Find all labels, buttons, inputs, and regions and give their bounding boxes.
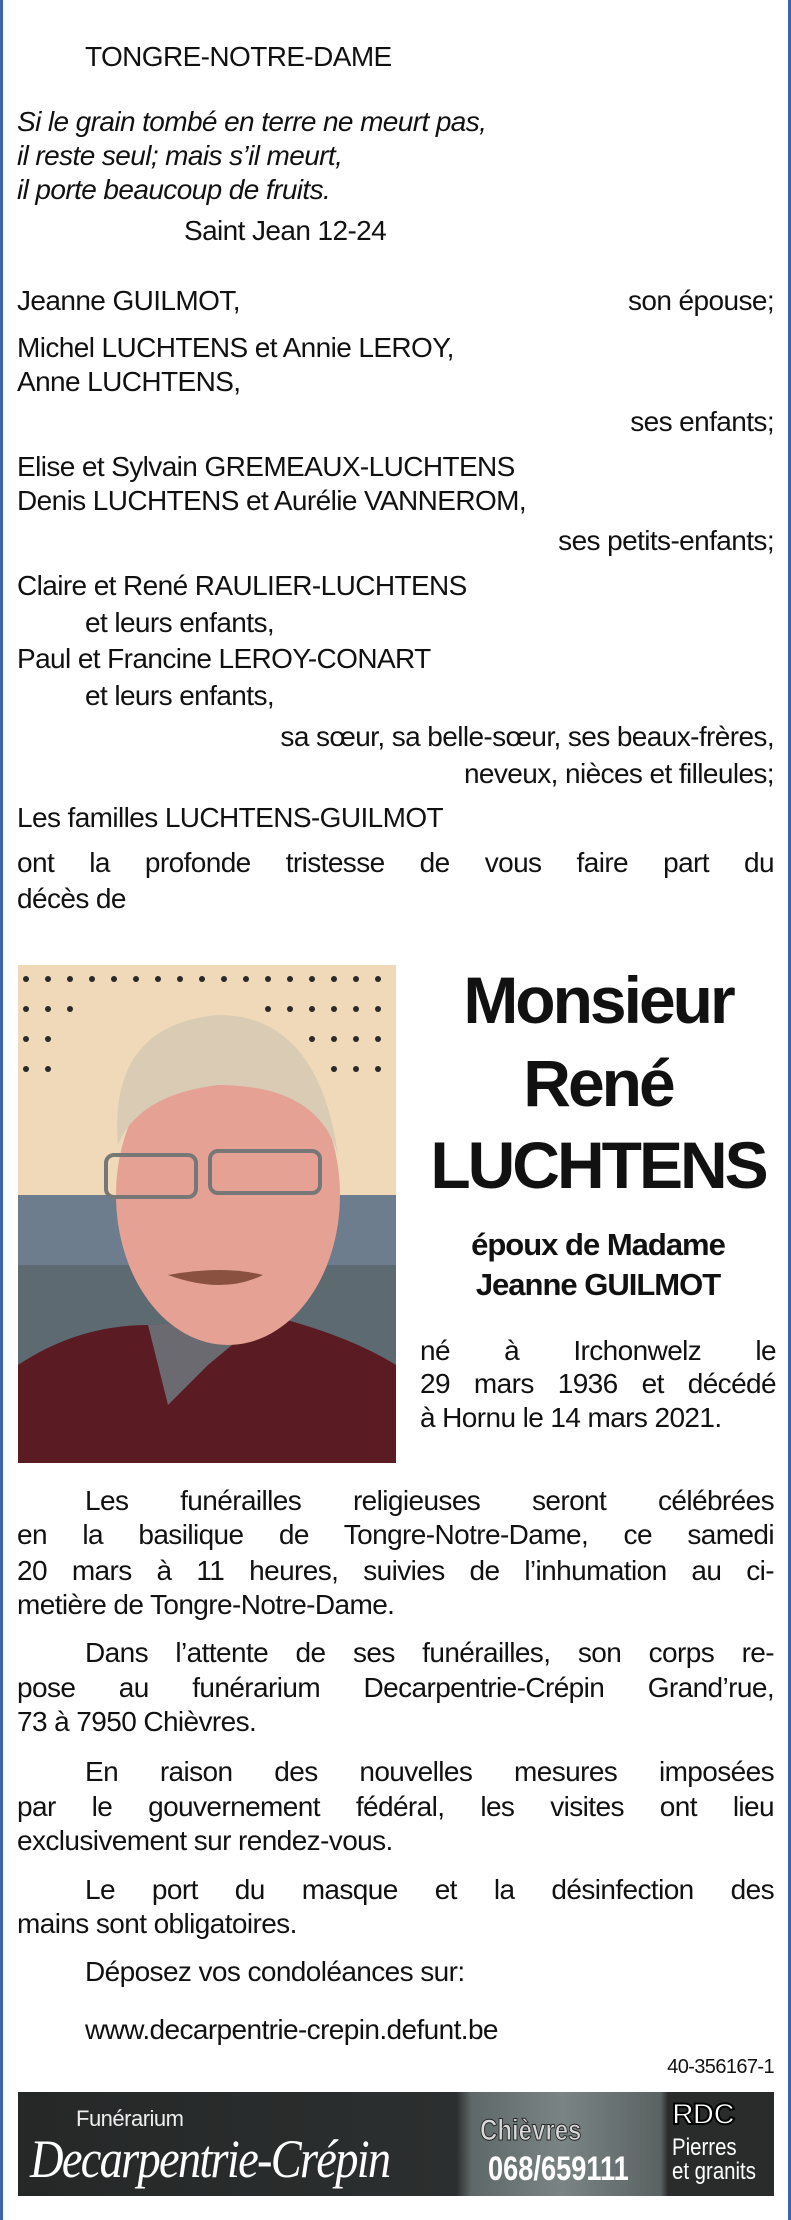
banner-city: Chièvres [480,2114,582,2147]
sibling-line: Claire et René RAULIER-LUCHTENS [17,570,467,601]
rest-line: Dans l’attente de ses funérailles, son corps re- [85,1637,774,1668]
rest-line: pose au funérarium Decarpentrie-Crépin Grand’rue, [17,1672,774,1703]
quote-line: il reste seul; mais s’il meurt, [17,140,343,171]
deceased-photo [18,965,396,1463]
sibling-line: Paul et Francine LEROY-CONART [17,643,431,674]
visits-line: En raison des nouvelles mesures imposées [85,1756,774,1787]
siblings-role: neveux, nièces et filleules; [463,758,774,789]
child-line: Michel LUCHTENS et Annie LEROY, [17,332,454,363]
location-heading: TONGRE-NOTRE-DAME [85,41,392,72]
rdc-logo: RDC [672,2098,734,2131]
children-role: ses enfants; [630,406,774,437]
bio-line: 29 mars 1936 et décédé [420,1368,776,1399]
grandchild-line: Denis LUCHTENS et Aurélie VANNEROM, [17,485,527,516]
spouse-name: Jeanne GUILMOT, [17,285,240,316]
rdc-subtitle-line: Pierres [672,2134,737,2161]
banner-phone: 068/659111 [488,2150,629,2188]
announce-line: décès de [17,883,126,914]
mask-line: Le port du masque et la désinfection des [85,1874,774,1905]
grandchild-line: Elise et Sylvain GREMEAUX-LUCHTENS [17,451,515,482]
reference-number: 40-356167-1 [667,2056,774,2078]
bio-line: à Hornu le 14 mars 2021. [420,1402,722,1433]
funeral-line: Les funérailles religieuses seront célébrées [85,1485,774,1516]
left-border [0,0,3,2220]
visits-line: par le gouvernement fédéral, les visites ont lieu [17,1791,774,1822]
condolences-label: Déposez vos condoléances sur: [85,1956,465,1987]
condolences-website[interactable]: www.decarpentrie-crepin.defunt.be [85,2014,498,2045]
spouse-of-line: époux de Madame [471,1227,725,1262]
deceased-last-name: LUCHTENS [430,1128,766,1202]
quote-line: il porte beaucoup de fruits. [17,174,331,205]
funeral-line: 20 mars à 11 heures, suivies de l’inhumation au ci- [17,1555,774,1586]
quote-line: Si le grain tombé en terre ne meurt pas, [17,106,487,137]
sibling-line: et leurs enfants, [85,680,275,711]
funeral-line: metière de Tongre-Notre-Dame. [17,1589,395,1620]
mask-line: mains sont obligatoires. [17,1908,297,1939]
grandchildren-role: ses petits-enfants; [558,525,774,556]
rest-line: 73 à 7950 Chièvres. [17,1706,257,1737]
banner-funerarium: Funérarium [76,2106,184,2131]
spouse-of-line: Jeanne GUILMOT [475,1267,721,1302]
banner-name: Decarpentrie-Crépin [30,2129,390,2189]
rdc-subtitle [672,2136,756,2184]
families-line: Les familles LUCHTENS-GUILMOT [17,802,444,833]
funeral-home-banner [18,2092,774,2196]
child-line: Anne LUCHTENS, [17,366,241,397]
rdc-subtitle-line: et granits [672,2158,756,2185]
spouse-role: son épouse; [628,285,774,316]
funeral-line: en la basilique de Tongre-Notre-Dame, ce samedi [17,1519,774,1550]
quote-source: Saint Jean 12-24 [184,215,387,246]
sibling-line: et leurs enfants, [85,607,275,638]
visits-line: exclusivement sur rendez-vous. [17,1825,393,1856]
announce-line: ont la profonde tristesse de vous faire part du [17,847,774,878]
deceased-title: Monsieur [463,963,733,1037]
bio-line: né à Irchonwelz le [420,1335,776,1366]
siblings-role: sa sœur, sa belle-sœur, ses beaux-frères, [280,721,774,752]
deceased-first-name: René [523,1046,673,1120]
